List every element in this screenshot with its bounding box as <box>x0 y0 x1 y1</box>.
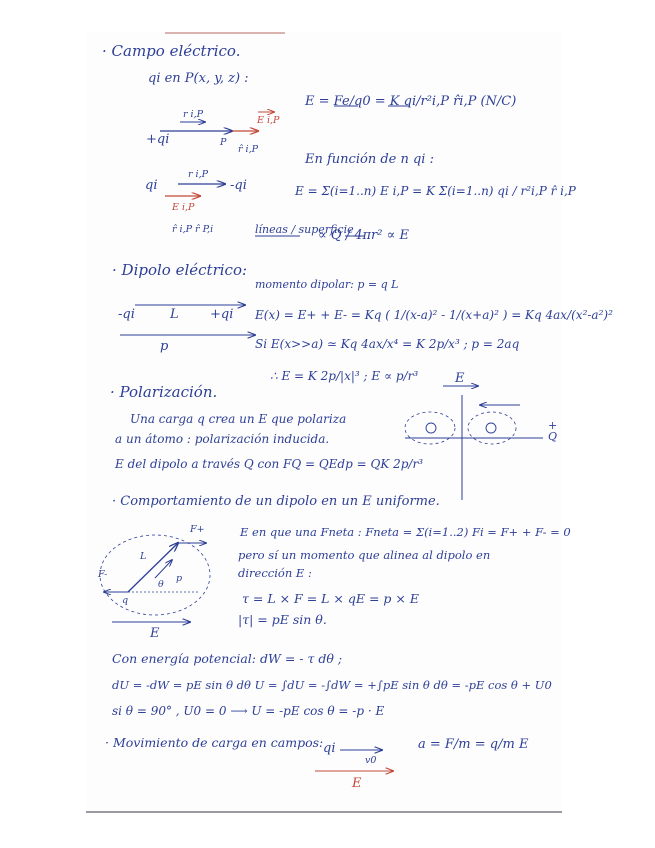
label-rip-rpi: r̂ i,P r̂ P,i <box>172 224 214 235</box>
dipole-uniform-field-diagram <box>100 535 210 622</box>
energia-line2: dU = -dW = pE sin θ dθ U = ∫dU = -∫dW = +∫pE sin θ dθ = -pE cos θ + U0 <box>112 678 552 692</box>
label-Eip-2: E i,P <box>172 202 195 213</box>
movimiento-v0: v0 <box>365 755 377 766</box>
label-L: L <box>140 551 147 562</box>
section-polarizacion-title: · Polarización. <box>110 383 218 401</box>
label-theta: θ <box>158 579 164 590</box>
dipolo-momento: momento dipolar: p = q L <box>255 278 399 291</box>
comportamiento-line2: pero sí un momento que alinea al dipolo en <box>238 548 491 562</box>
campo-sum-formula: E = Σ(i=1..n) E i,P = K Σ(i=1..n) qi / r²i,P r̂ i,P <box>295 184 576 198</box>
label-E: E <box>150 626 160 641</box>
section-movimiento-title: · Movimiento de carga en campos: <box>105 735 324 750</box>
energia-line3: si θ = 90° , U0 = 0 ⟶ U = -pE cos θ = -p · E <box>112 704 385 718</box>
label-rip-2: r i,P <box>188 169 209 180</box>
label-rip: r i,P <box>183 109 204 120</box>
energia-line1: Con energía potencial: dW = - τ dθ ; <box>112 651 343 666</box>
comportamiento-line3: dirección E : <box>238 566 312 580</box>
polarizacion-line1: Una carga q crea un E que polariza <box>130 412 347 426</box>
label-qi-2: qi <box>145 178 158 193</box>
comportamiento-torque: τ = L × F = L × qE = p × E <box>242 591 419 606</box>
label-q: q <box>122 595 129 606</box>
label-F-minus: F- <box>98 569 108 580</box>
dipolo-E-label: E <box>455 371 465 386</box>
polarizacion-line2: a un átomo : polarización inducida. <box>115 432 330 446</box>
polarizacion-line3: E del dipolo a través Q con FQ = QEdp = QK 2p/r³ <box>115 457 424 471</box>
dipolo-therefore: ∴ E = K 2p/|x|³ ; E ∝ p/r³ <box>270 369 419 383</box>
section-comportamiento-title: · Comportamiento de un dipolo en un E uniforme. <box>112 494 440 509</box>
label-rhat: r̂ i,P <box>238 144 259 155</box>
label-P: P <box>220 137 227 148</box>
label-F-plus: F+ <box>190 524 205 535</box>
campo-formula: E = Fe/q0 = K qi/r²i,P r̂i,P (N/C) <box>305 94 517 109</box>
comportamiento-line1: E en que una Fneta : Fneta = Σ(i=1..2) Fi = F+ + F- = 0 <box>240 525 571 539</box>
movimiento-E: E <box>352 776 362 791</box>
polarization-diagram <box>405 395 543 500</box>
dipolo-L: L <box>170 307 179 322</box>
dipolo-ex-formula: E(x) = E+ + E- = Kq ( 1/(x-a)² - 1/(x+a)² ) = Kq 4ax/(x²-a²)² <box>255 308 613 322</box>
polarizacion-Q-label: + Q <box>548 419 558 443</box>
movimiento-accel: a = F/m = q/m E <box>418 737 529 752</box>
dipolo-p: p <box>160 339 169 354</box>
comportamiento-torque-mag: |τ| = pE sin θ. <box>238 612 327 627</box>
label-p: p <box>176 573 183 584</box>
dipolo-minus-qi: -qi <box>118 307 135 322</box>
campo-charge-point: qi en P(x, y, z) : <box>148 71 249 86</box>
dipolo-si-formula: Si E(x>>a) ≃ Kq 4ax/x⁴ = K 2p/x³ ; p = 2aq <box>255 337 520 351</box>
label-minus-qi: -qi <box>230 178 247 193</box>
label-Eip: E i,P <box>257 115 280 126</box>
label-plus-qi: +qi <box>146 132 170 147</box>
dipolo-plus-qi: +qi <box>210 307 234 322</box>
section-campo-title: · Campo eléctrico. <box>102 42 241 60</box>
section-dipolo-title: · Dipolo eléctrico: <box>112 261 248 279</box>
campo-en-funcion: En función de n qi : <box>305 152 434 167</box>
campo-proportional: ∝ Q / 4πr² ∝ E <box>318 228 410 243</box>
campo-lineas-superficie: líneas / superficie <box>255 223 354 236</box>
movimiento-qi: qi <box>323 741 336 756</box>
